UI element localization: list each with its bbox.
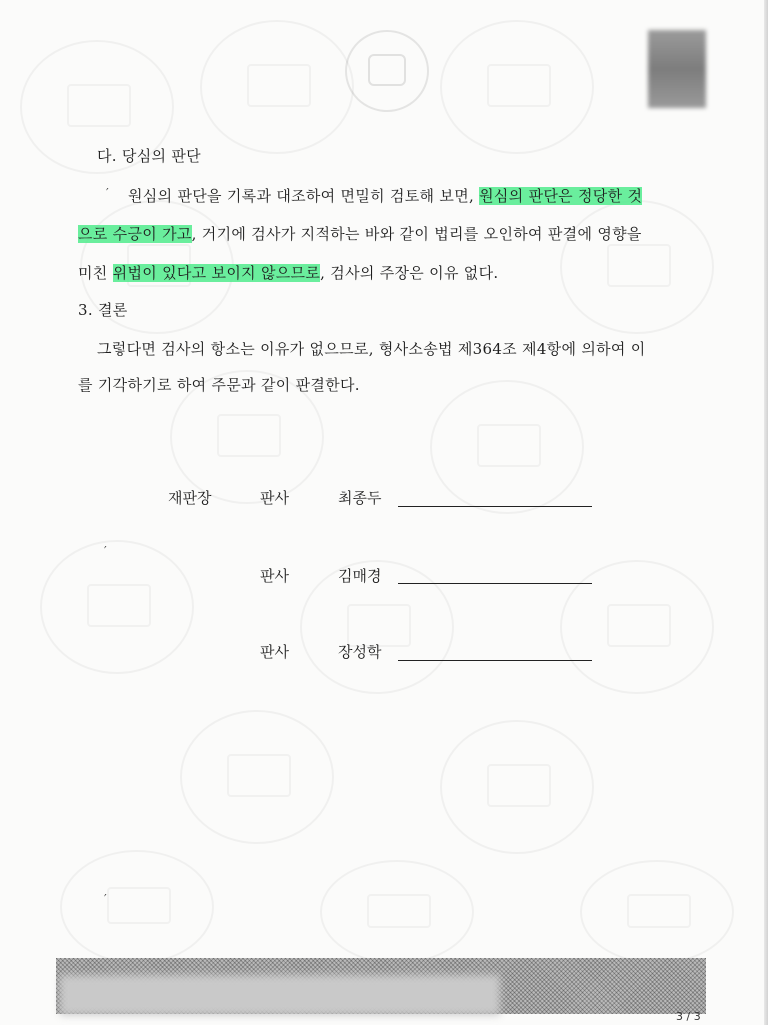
paragraph-text: 미친: [78, 264, 113, 282]
paragraph-1-line-3: [78, 263, 498, 283]
signature-title: 판사: [260, 567, 289, 585]
paragraph-2-line-2: 를 기각하기로 하여 주문과 같이 판결한다.: [78, 376, 360, 394]
highlighted-text: 원심의 판단은 정당한 것: [479, 187, 643, 205]
paragraph-text: , 거기에 검사가 지적하는 바와 같이 법리를 오인하여 판결에 영향을: [191, 225, 642, 243]
page-edge-shadow: [764, 0, 768, 1025]
watermark-seal: [60, 850, 214, 964]
page-number: 3 / 3: [676, 1010, 701, 1023]
redacted-footer-text: [60, 975, 500, 1015]
signature-name: 장성학: [338, 643, 382, 661]
scan-mark: ′: [104, 544, 107, 558]
watermark-seal: [440, 720, 594, 854]
paragraph-1-line-1: [128, 186, 642, 206]
watermark-seal: [560, 560, 714, 694]
signature-line: [398, 583, 592, 584]
watermark-seal: [200, 20, 354, 154]
paragraph-text: 원심의 판단을 기록과 대조하여 면밀히 검토해 보면,: [128, 187, 480, 205]
signature-line: [398, 660, 592, 661]
signature-title: 판사: [260, 489, 289, 507]
watermark-seal: [180, 710, 334, 844]
signature-name: 최종두: [338, 489, 382, 507]
highlighted-text: 위법이 있다고 보이지 않으므로: [112, 264, 321, 282]
paragraph-1-line-2: [78, 224, 642, 244]
redacted-barcode: [648, 30, 706, 108]
section-heading: 다. 당심의 판단: [97, 147, 201, 165]
scan-mark: ′: [106, 186, 109, 200]
paragraph-2-line-1: 그렇다면 검사의 항소는 이유가 없으므로, 형사소송법 제364조 제4항에 의하여 이: [97, 340, 646, 358]
signature-role: 재판장: [168, 489, 212, 507]
scan-mark: ′: [104, 892, 107, 906]
highlighted-text: 으로 수긍이 가고: [78, 225, 192, 243]
watermark-seal: [440, 20, 594, 154]
signature-title: 판사: [260, 643, 289, 661]
signature-line: [398, 506, 592, 507]
signature-name: 김매경: [338, 567, 382, 585]
watermark-seal: [560, 200, 714, 334]
watermark-seal: [580, 860, 734, 964]
paragraph-text: , 검사의 주장은 이유 없다.: [320, 264, 499, 282]
court-seal-center: [368, 54, 406, 86]
watermark-seal: [320, 860, 474, 964]
conclusion-heading: 3. 결론: [78, 301, 128, 319]
court-seal-emblem: [345, 30, 429, 112]
watermark-seal: [430, 380, 584, 514]
watermark-seal: [40, 540, 194, 674]
